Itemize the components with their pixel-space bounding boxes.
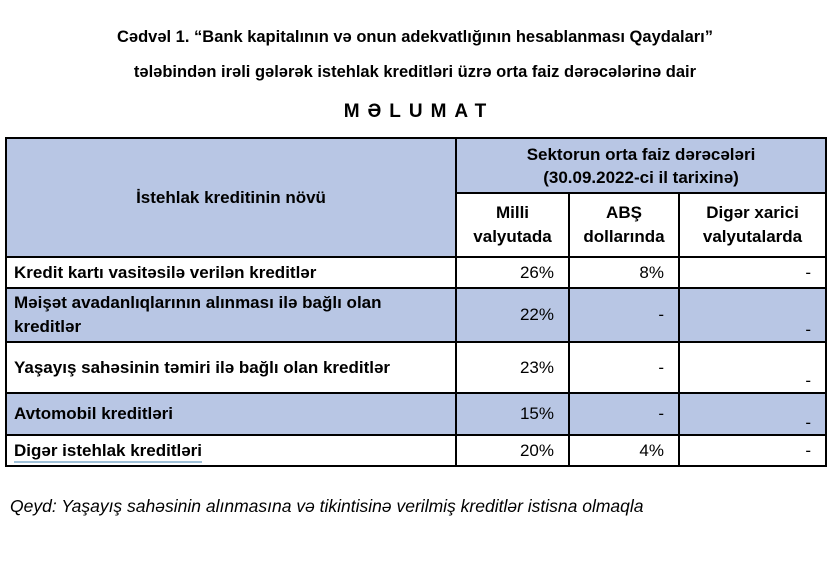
- credit-type-cell: [6, 257, 456, 288]
- credit-type-cell: [6, 435, 456, 466]
- rate-usd-cell: 4%: [569, 435, 679, 466]
- table-row: [6, 288, 826, 342]
- rate-other-currency-cell: -: [679, 435, 826, 466]
- rate-national-currency-cell: 22%: [456, 288, 569, 342]
- rate-national-currency-cell: 15%: [456, 393, 569, 435]
- table-body: [6, 257, 826, 466]
- rate-usd-cell: 8%: [569, 257, 679, 288]
- credit-type-label: Yaşayış sahəsinin təmiri ilə bağlı olan kreditlər: [14, 357, 391, 377]
- group-header-line-1: Sektorun orta faiz dərəcələri: [526, 144, 756, 164]
- rate-other-currency-cell: -: [679, 257, 826, 288]
- group-header-line-2: (30.09.2022-ci il tarixinə): [543, 167, 739, 187]
- column-header-other-currencies: Digər xarici valyutalarda: [679, 193, 826, 257]
- rate-national-currency-cell: 26%: [456, 257, 569, 288]
- credit-type-label: Kredit kartı vasitəsilə verilən kreditlər: [14, 262, 317, 282]
- footnote: Qeyd: Yaşayış sahəsinin alınmasına və tikintisinə verilmiş kreditlər istisna olmaqla: [10, 496, 644, 516]
- rate-usd-cell: -: [569, 342, 679, 393]
- table-row: [6, 393, 826, 435]
- table-row: [6, 435, 826, 466]
- title-line-2: tələbindən irəli gələrək istehlak kreditləri üzrə orta faiz dərəcələrinə dair: [133, 63, 697, 81]
- rate-other-currency-cell: -: [679, 342, 826, 393]
- rate-national-currency-cell: 20%: [456, 435, 569, 466]
- rates-table: [5, 137, 827, 467]
- title-line-1: Cədvəl 1. “Bank kapitalının və onun adekvatlığının hesablanması Qaydaları”: [116, 28, 714, 46]
- table-row: [6, 257, 826, 288]
- credit-type-label: Məişət avadanlıqlarının alınması ilə bağlı olan kreditlər: [14, 293, 382, 336]
- document-title: [0, 0, 830, 90]
- credit-type-label: Digər istehlak kreditləri: [14, 441, 202, 463]
- column-group-header: [456, 138, 826, 193]
- column-header-usd: ABŞ dollarında: [569, 193, 679, 257]
- table-header-row-1: [6, 138, 826, 193]
- credit-type-label: Avtomobil kreditləri: [14, 404, 174, 423]
- rate-usd-cell: -: [569, 288, 679, 342]
- document-heading: MƏLUMAT: [343, 101, 495, 122]
- table-row: [6, 342, 826, 393]
- rate-national-currency-cell: 23%: [456, 342, 569, 393]
- column-header-credit-type: İstehlak kreditinin növü: [6, 138, 456, 257]
- rate-usd-cell: -: [569, 393, 679, 435]
- column-header-national-currency: Milli valyutada: [456, 193, 569, 257]
- credit-type-cell: [6, 342, 456, 393]
- credit-type-cell: [6, 288, 456, 342]
- credit-type-cell: [6, 393, 456, 435]
- rate-other-currency-cell: -: [679, 393, 826, 435]
- rate-other-currency-cell: -: [679, 288, 826, 342]
